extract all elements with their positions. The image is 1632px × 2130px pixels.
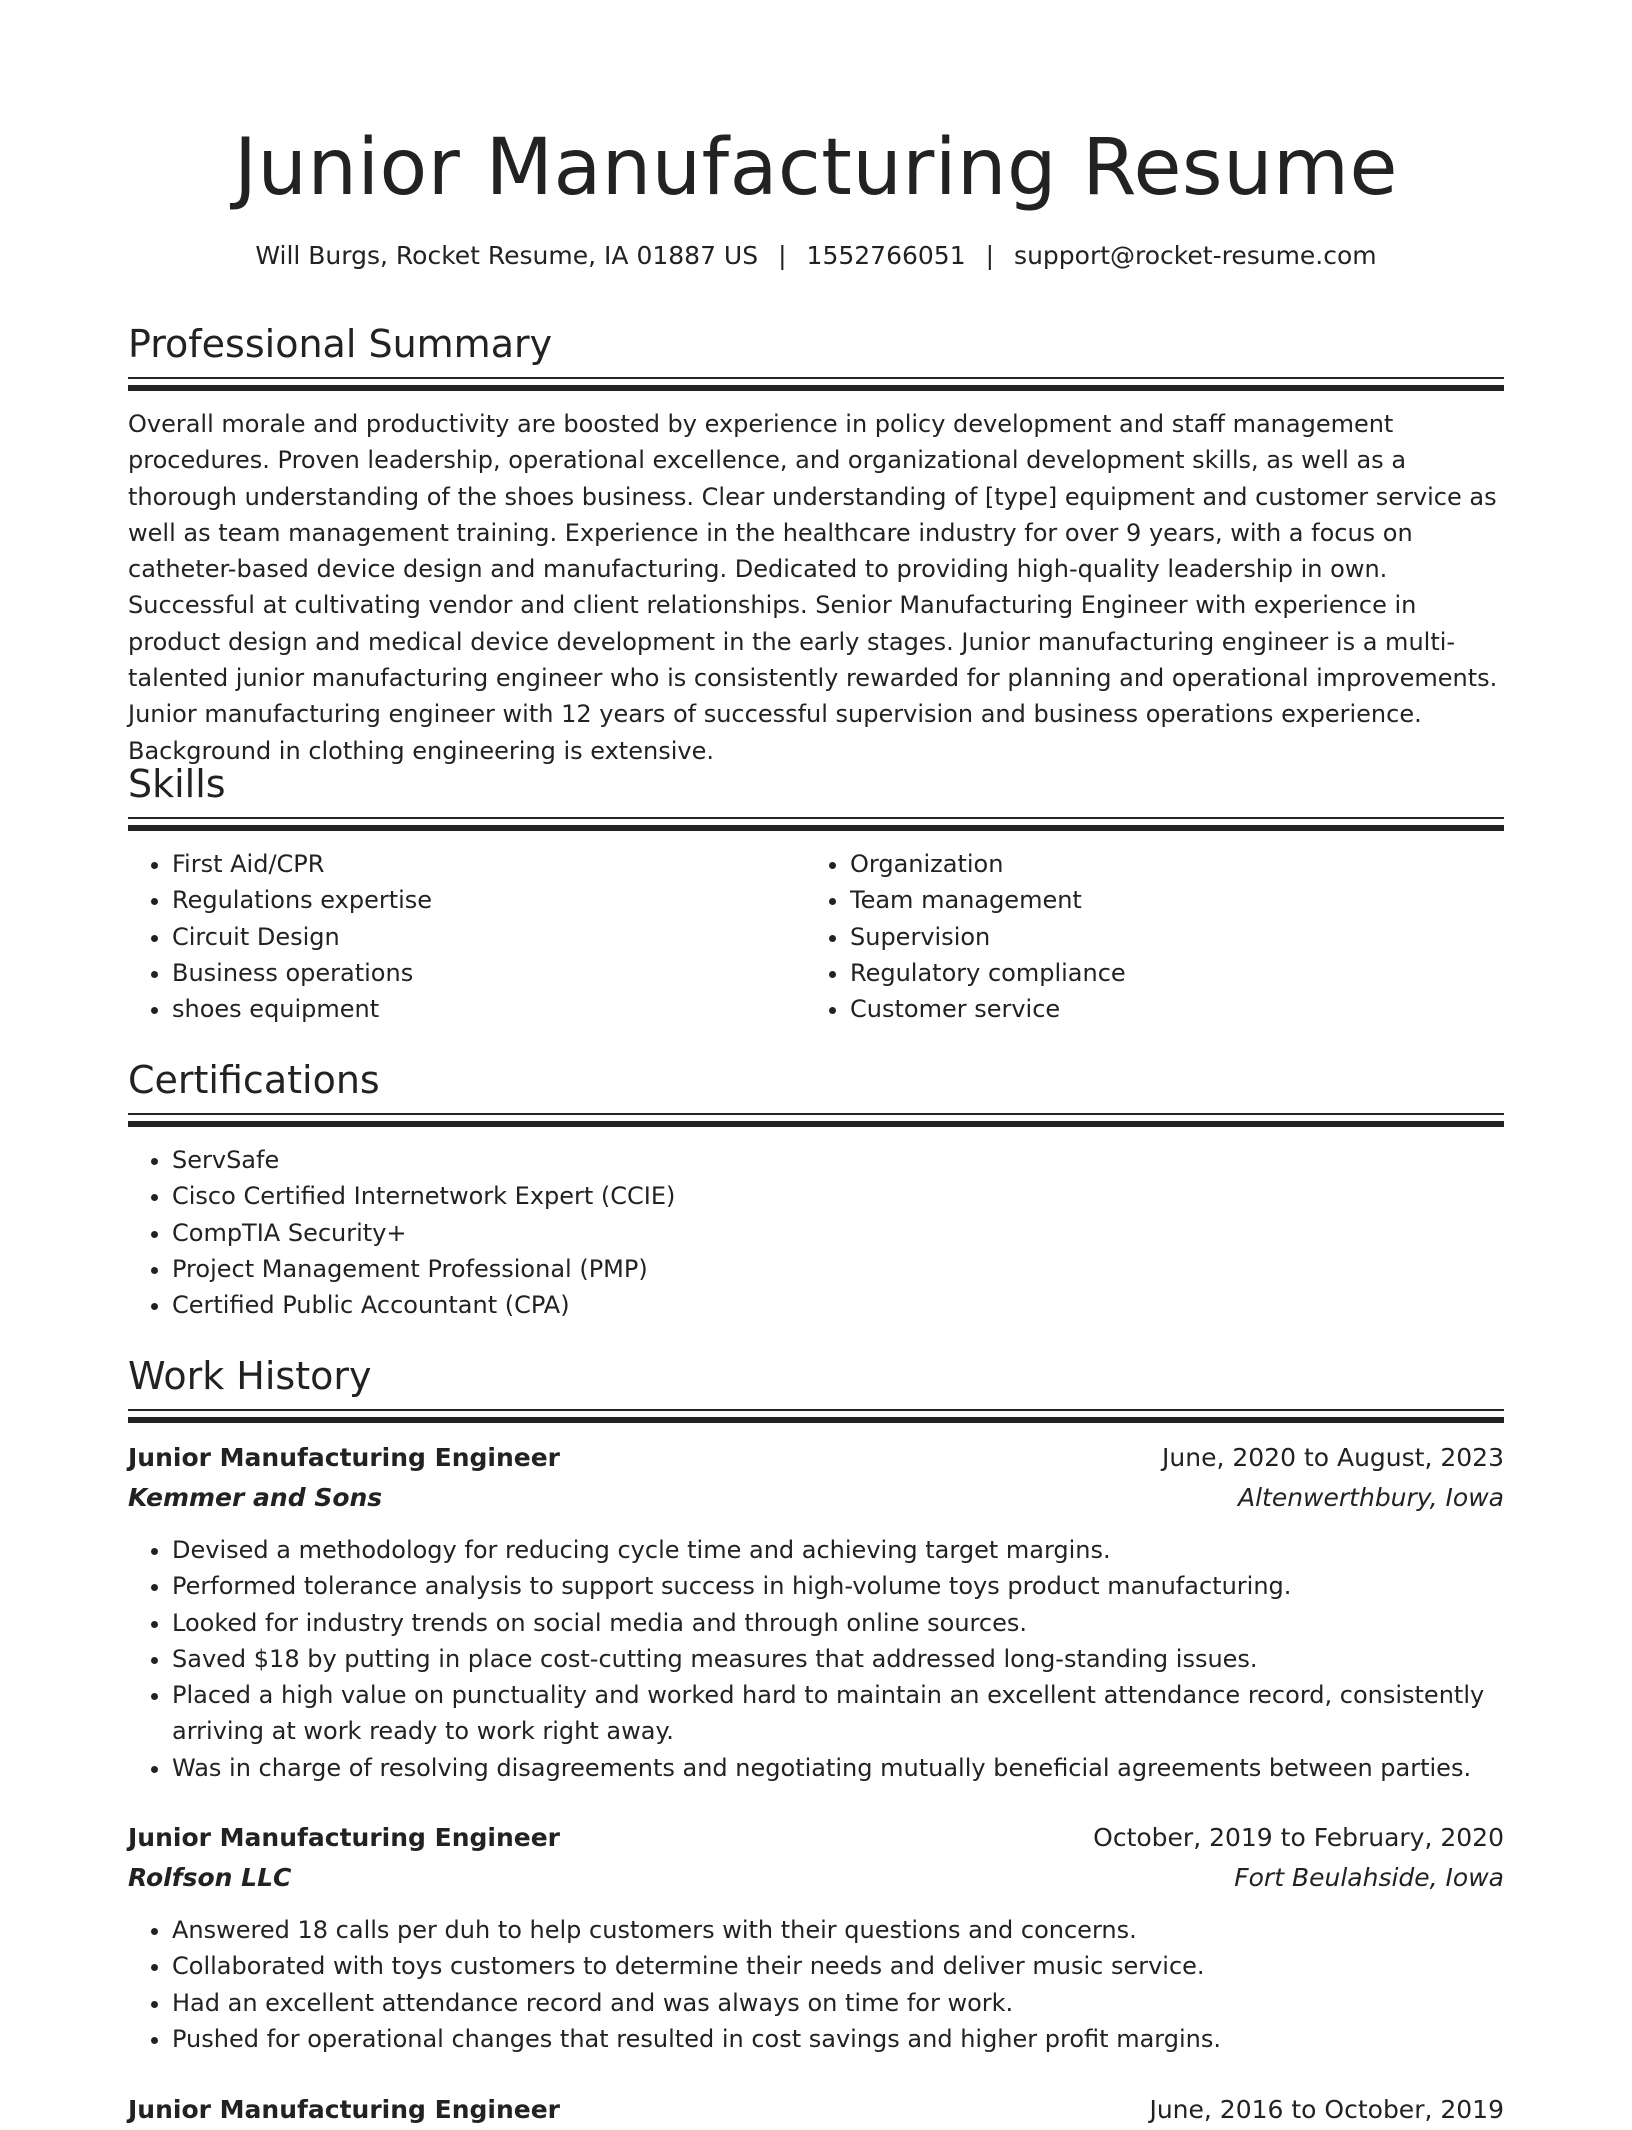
job-company: Kemmer and Sons <box>128 1483 383 1512</box>
contact-line <box>128 236 1504 276</box>
skills-list-right <box>806 846 1504 1027</box>
job-location: Altenwerthbury, Iowa <box>1237 1483 1504 1512</box>
job-company: Rolfson LLC <box>128 1863 292 1892</box>
job-bullets <box>128 1532 1504 1786</box>
certification-item: • Cisco Certified Internetwork Expert (CCIE) <box>172 1178 1504 1214</box>
skill-item: • Regulatory compliance <box>850 955 1504 991</box>
skill-item: • Customer service <box>850 991 1504 1027</box>
certification-item: • Certified Public Accountant (CPA) <box>172 1287 1504 1323</box>
job-bullets <box>128 1912 1504 2057</box>
summary-heading: Professional Summary <box>128 322 553 366</box>
job-header <box>128 2090 1504 2130</box>
section-divider <box>128 1409 1504 1423</box>
job-dates: October, 2019 to February, 2020 <box>1093 1823 1504 1852</box>
job-bullet: • Collaborated with toys customers to determine their needs and deliver music service. <box>172 1948 1504 1984</box>
skill-item: • Supervision <box>850 919 1504 955</box>
skills-list-left <box>128 846 806 1027</box>
certifications-heading: Certifications <box>128 1058 380 1102</box>
job-header <box>128 1438 1504 1478</box>
job-bullet: • Placed a high value on punctuality and worked hard to maintain an excellent attendance record, consistently arriving at work ready to work right away. <box>172 1677 1504 1750</box>
summary-text: Overall morale and productivity are boosted by experience in policy development and staff management procedures. Proven leadership, operational excellence, and organizational development skills, as well as a thorough understanding of the shoes business. Clear understanding of [type] equipment and customer service as well as team management training. Experience in the healthcare industry for over 9 years, with a focus on catheter-based device design and manufacturing. Dedicated to providing high-quality leadership in own. Successful at cultivating vendor and client relationships. Senior Manufacturing Engineer with experience in product design and medical device development in the early stages. Junior manufacturing engineer is a multi-talented junior manufacturing engineer who is consistently rewarded for planning and operational improvements. Junior manufacturing engineer with 12 years of successful supervision and business operations experience. Background in clothing engineering is extensive. <box>128 410 1498 765</box>
skills-heading: Skills <box>128 762 226 806</box>
job-header <box>128 1818 1504 1858</box>
job-bullet: • Performed tolerance analysis to support success in high-volume toys product manufacturing. <box>172 1568 1504 1604</box>
certification-item: • Project Management Professional (PMP) <box>172 1251 1504 1287</box>
contact-address: Will Burgs, Rocket Resume, IA 01887 US <box>255 241 759 270</box>
job-bullet: • Looked for industry trends on social media and through online sources. <box>172 1605 1504 1641</box>
skill-item: • Team management <box>850 882 1504 918</box>
contact-email: support@rocket-resume.com <box>1014 241 1377 270</box>
job-bullet: • Devised a methodology for reducing cycle time and achieving target margins. <box>172 1532 1504 1568</box>
skill-item: • Business operations <box>172 955 806 991</box>
certification-item: • ServSafe <box>172 1142 1504 1178</box>
job-title: Junior Manufacturing Engineer <box>128 2095 561 2124</box>
job-subheader <box>128 1478 1504 1518</box>
job-dates: June, 2016 to October, 2019 <box>1149 2095 1504 2124</box>
job-bullet: • Pushed for operational changes that resulted in cost savings and higher profit margins. <box>172 2021 1504 2057</box>
skill-item: • First Aid/CPR <box>172 846 806 882</box>
skill-item: • Circuit Design <box>172 919 806 955</box>
job-title: Junior Manufacturing Engineer <box>128 1823 561 1852</box>
resume-title: Junior Manufacturing Resume <box>234 123 1398 213</box>
job-dates: June, 2020 to August, 2023 <box>1162 1443 1504 1472</box>
job-subheader <box>128 1858 1504 1898</box>
section-divider <box>128 1113 1504 1127</box>
work-history-heading: Work History <box>128 1354 372 1398</box>
skill-item: • shoes equipment <box>172 991 806 1027</box>
certifications-list <box>128 1142 1504 1323</box>
section-divider <box>128 377 1504 391</box>
job-bullet: • Was in charge of resolving disagreements and negotiating mutually beneficial agreements between parties. <box>172 1750 1504 1786</box>
contact-phone: 1552766051 <box>806 241 966 270</box>
job-bullet: • Saved $18 by putting in place cost-cutting measures that addressed long-standing issues. <box>172 1641 1504 1677</box>
certification-item: • CompTIA Security+ <box>172 1215 1504 1251</box>
job-location: Fort Beulahside, Iowa <box>1234 1863 1504 1892</box>
section-divider <box>128 817 1504 831</box>
job-title: Junior Manufacturing Engineer <box>128 1443 561 1472</box>
contact-separator: | <box>778 241 787 270</box>
job-bullet: • Had an excellent attendance record and was always on time for work. <box>172 1985 1504 2021</box>
job-bullet: • Answered 18 calls per duh to help customers with their questions and concerns. <box>172 1912 1504 1948</box>
contact-separator: | <box>985 241 995 270</box>
skill-item: • Organization <box>850 846 1504 882</box>
skill-item: • Regulations expertise <box>172 882 806 918</box>
